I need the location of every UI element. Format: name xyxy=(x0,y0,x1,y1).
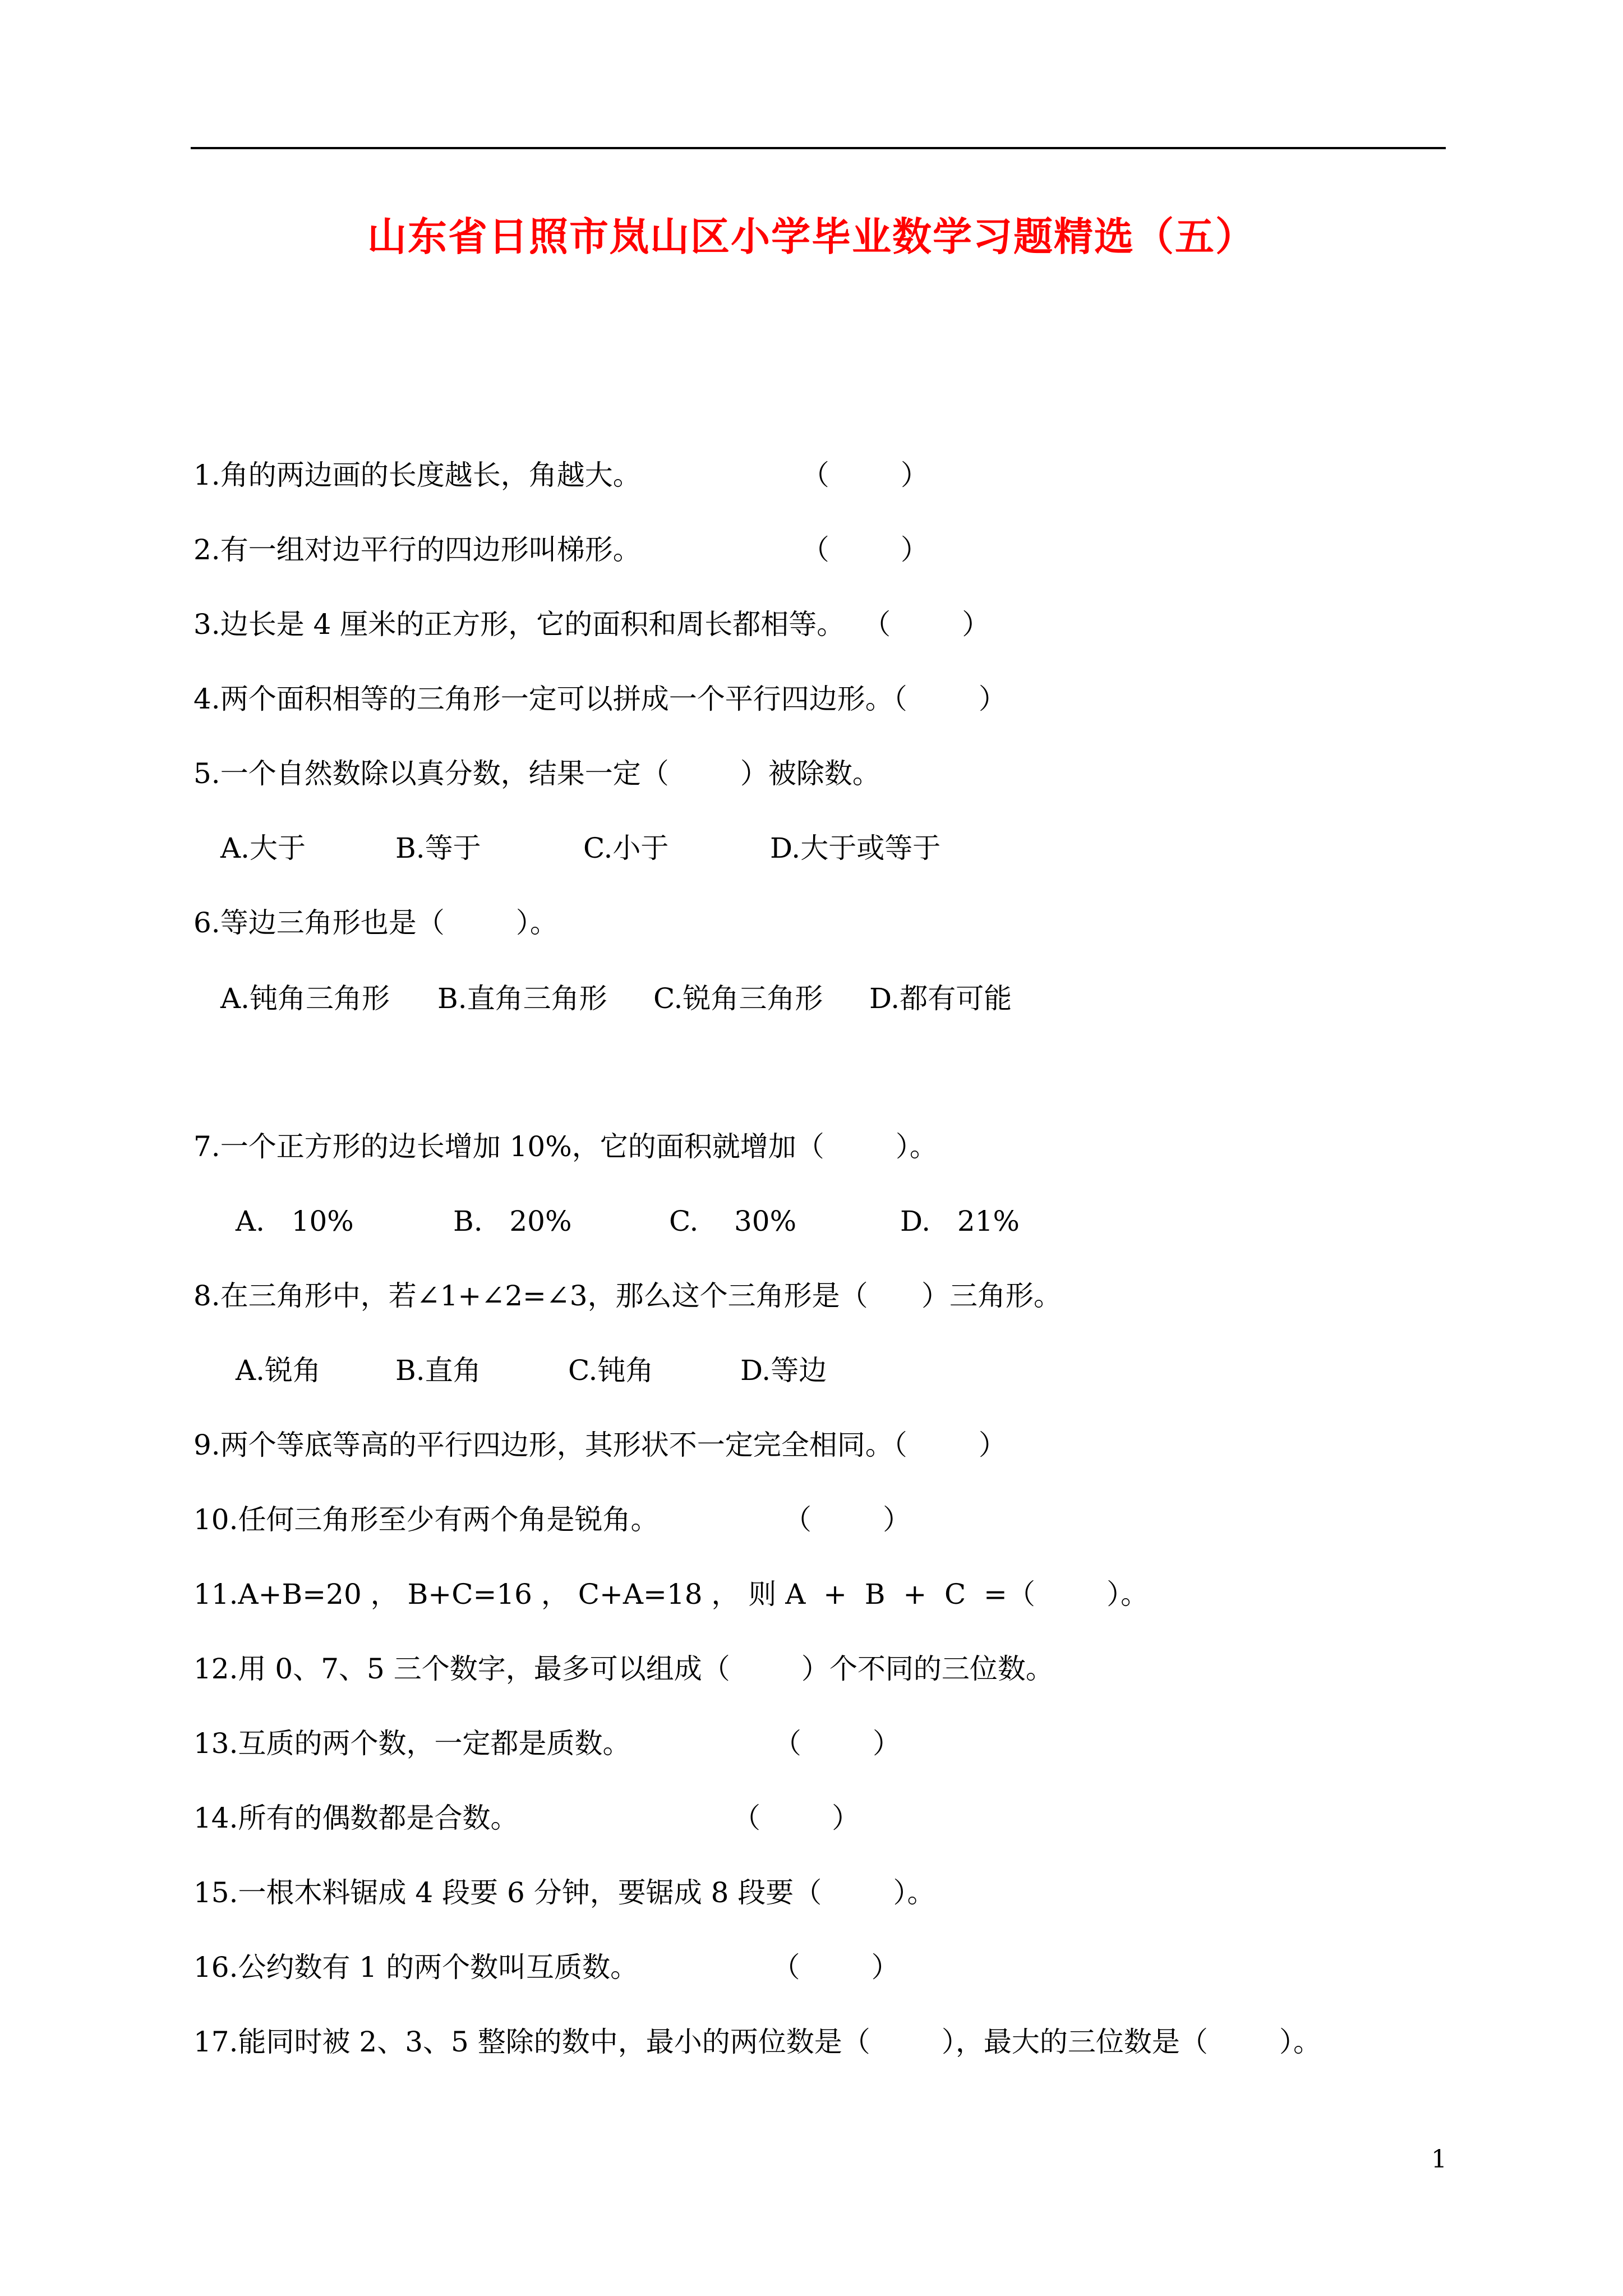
question-5-option-c: C.小于 xyxy=(583,832,669,864)
question-1: 1.角的两边画的长度越长，角越大。 （ ） xyxy=(193,459,929,491)
question-8-option-d: D.等边 xyxy=(740,1354,827,1387)
question-9: 9.两个等底等高的平行四边形，其形状不一定完全相同。（ ） xyxy=(193,1429,1007,1461)
question-10: 10.任何三角形至少有两个角是锐角。 （ ） xyxy=(193,1503,911,1536)
question-5-option-a: A.大于 xyxy=(220,832,306,864)
question-6: 6.等边三角形也是（ ）。 xyxy=(193,907,558,939)
question-12: 12.用 0、7、5 三个数字，最多可以组成（ ）个不同的三位数。 xyxy=(193,1653,1054,1685)
question-5: 5.一个自然数除以真分数，结果一定（ ）被除数。 xyxy=(193,757,880,790)
question-5-option-b: B.等于 xyxy=(395,832,481,864)
question-17: 17.能同时被 2、3、5 整除的数中，最小的两位数是（ ），最大的三位数是（ ）。 xyxy=(193,2026,1322,2058)
question-8-option-b: B.直角 xyxy=(395,1354,481,1387)
page-title: 山东省日照市岚山区小学毕业数学习题精选（五） xyxy=(367,213,1256,260)
question-7-option-b: B. 20% xyxy=(453,1205,572,1237)
question-11: 11.A+B=20 ， B+C=16 ， C+A=18 ， 则 A + B + C =（ ）。 xyxy=(193,1578,1149,1611)
question-15: 15.一根木料锯成 4 段要 6 分钟，要锯成 8 段要（ ）。 xyxy=(193,1876,935,1909)
question-13: 13.互质的两个数，一定都是质数。 （ ） xyxy=(193,1727,901,1760)
question-5-option-d: D.大于或等于 xyxy=(770,832,941,864)
question-8-option-a: A.锐角 xyxy=(236,1354,321,1387)
question-7-option-a: A. 10% xyxy=(236,1205,354,1237)
question-8: 8.在三角形中，若∠1+∠2=∠3，那么这个三角形是（ ）三角形。 xyxy=(193,1280,1062,1312)
question-14: 14.所有的偶数都是合数。 （ ） xyxy=(193,1802,860,1834)
question-6-option-a: A.钝角三角形 xyxy=(220,982,390,1015)
question-6-option-b: B.直角三角形 xyxy=(437,982,607,1015)
question-6-option-c: C.锐角三角形 xyxy=(653,982,823,1015)
question-16: 16.公约数有 1 的两个数叫互质数。 （ ） xyxy=(193,1951,900,1984)
question-2: 2.有一组对边平行的四边形叫梯形。 （ ） xyxy=(193,533,929,566)
question-4: 4.两个面积相等的三角形一定可以拼成一个平行四边形。（ ） xyxy=(193,683,1007,715)
question-8-option-c: C.钝角 xyxy=(568,1354,654,1387)
question-7: 7.一个正方形的边长增加 10%，它的面积就增加（ ）。 xyxy=(193,1130,938,1163)
question-7-option-d: D. 21% xyxy=(900,1205,1020,1237)
question-7-option-c: C. 30% xyxy=(669,1205,797,1237)
question-6-option-d: D.都有可能 xyxy=(869,982,1012,1015)
page-number: 1 xyxy=(1431,2145,1447,2174)
question-3: 3.边长是 4 厘米的正方形，它的面积和周长都相等。 （ ） xyxy=(193,608,990,641)
header-rule xyxy=(191,147,1446,149)
